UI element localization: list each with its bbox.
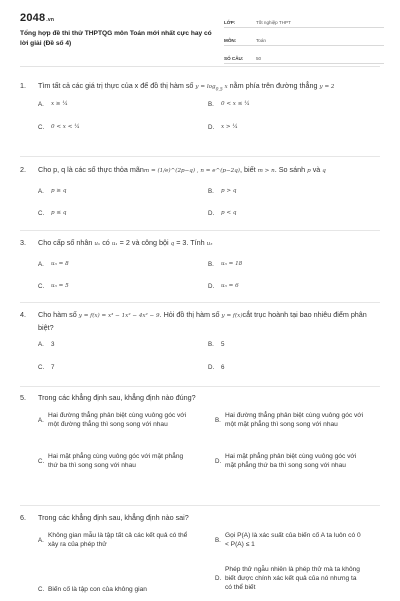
option-letter: D. <box>208 283 215 290</box>
options <box>20 187 380 227</box>
option-d[interactable] <box>208 363 224 372</box>
meta-label: SỐ CÂU: <box>224 56 244 61</box>
option-letter: C. <box>38 283 45 290</box>
option-letter: D. <box>215 575 222 582</box>
header-divider <box>20 66 380 67</box>
question-stem <box>20 512 380 523</box>
option-text: Phép thử ngẫu nhiên là phép thử mà ta không biết được chính xác kết quả của nó nhưng ta có thể biết <box>225 566 360 591</box>
option-letter: B. <box>215 416 221 424</box>
option-text: x ≥ ¼ <box>51 101 68 108</box>
option-text: Hai đường thẳng phân biệt cùng vuông góc với một mặt phẳng thì song song với nhau <box>225 412 364 428</box>
math-expr: u₃ <box>206 241 213 247</box>
stem-text: cắt trục hoành tại bao nhiêu điểm phân biệt? <box>38 310 367 332</box>
option-c[interactable] <box>38 452 188 470</box>
question-divider <box>20 156 380 157</box>
meta-row-class <box>224 12 384 28</box>
option-text: p < q <box>221 210 237 216</box>
brand-logo[interactable] <box>20 12 54 24</box>
option-letter: B. <box>215 536 221 544</box>
option-d[interactable] <box>208 123 238 132</box>
option-letter: D. <box>208 210 215 217</box>
question-stem <box>20 392 380 403</box>
option-b[interactable] <box>208 340 224 349</box>
option-letter: B. <box>208 188 214 195</box>
option-text: p ≤ q <box>51 210 67 216</box>
question-text: Trong các khẳng định sau, khẳng định nào đúng? <box>38 393 196 402</box>
option-a[interactable] <box>38 411 188 429</box>
option-c[interactable] <box>38 209 66 218</box>
option-text: u₃ = 5 <box>51 283 69 289</box>
option-text: p ≥ q <box>51 188 67 194</box>
option-letter: B. <box>208 261 214 268</box>
brand-suffix: .vn <box>46 17 55 23</box>
option-c[interactable] <box>38 585 188 594</box>
math-expr: m > n <box>257 168 275 174</box>
meta-panel <box>224 12 384 66</box>
option-text: p > q <box>221 188 237 194</box>
option-letter: A. <box>38 536 44 544</box>
math-sub: 0,5 <box>215 87 223 93</box>
option-letter: D. <box>208 364 215 371</box>
question-divider <box>20 230 380 231</box>
stem-text: và <box>310 165 323 174</box>
question-5 <box>20 392 380 491</box>
option-text: Không gian mẫu là tập tất cả các kết quả có thể xảy ra của phép thử <box>48 532 188 548</box>
meta-row-count <box>224 48 384 64</box>
question-stem <box>20 80 380 95</box>
math-expr: q <box>322 168 326 174</box>
question-number: 2. <box>20 165 26 174</box>
question-divider <box>20 302 380 303</box>
option-b[interactable] <box>208 187 236 196</box>
option-b[interactable] <box>208 100 250 109</box>
question-number: 1. <box>20 81 26 90</box>
stem-text: Cho p, q là các số thực thỏa mãn <box>38 165 144 174</box>
options <box>20 260 380 300</box>
question-text <box>38 237 380 250</box>
math-expr: x <box>222 84 228 90</box>
option-text: 0 < x < ¼ <box>51 124 80 131</box>
question-divider <box>20 386 380 387</box>
stem-text: nằm phía trên đường thẳng <box>227 81 320 90</box>
option-b[interactable] <box>215 411 365 429</box>
option-d[interactable] <box>208 209 236 218</box>
question-stem <box>20 164 380 177</box>
option-letter: A. <box>38 341 44 348</box>
question-2 <box>20 164 380 227</box>
option-letter: C. <box>38 457 45 465</box>
options <box>20 340 380 380</box>
question-text: Trong các khẳng định sau, khẳng định nào sai? <box>38 513 189 522</box>
option-letter: C. <box>38 586 45 593</box>
brand-name: 2048 <box>20 12 46 24</box>
option-text: 3 <box>51 341 55 348</box>
math-expr: y = 2 <box>319 84 335 90</box>
math-expr: y = f(x) <box>221 313 243 319</box>
stem-text: , biết <box>239 165 258 174</box>
meta-label: MÔN: <box>224 38 237 43</box>
option-letter: C. <box>38 364 45 371</box>
math-expr: q <box>170 241 175 247</box>
option-a[interactable] <box>38 100 68 109</box>
option-text: 5 <box>221 341 225 348</box>
question-number: 6. <box>20 513 26 522</box>
math-expr: m = (1/e)^(2p−q) , n = e^(p−2q) <box>143 168 240 174</box>
option-b[interactable] <box>208 260 242 269</box>
option-text: Biến cố là tập con của không gian <box>48 586 147 593</box>
stem-text: = 2 và công bội <box>117 238 171 247</box>
option-c[interactable] <box>38 363 54 372</box>
option-text: Hai mặt phẳng cùng vuông góc với mặt phẳng thứ ba thì song song với nhau <box>48 453 184 469</box>
question-6 <box>20 512 380 601</box>
question-4 <box>20 309 380 380</box>
math-expr: uₙ <box>94 241 101 247</box>
option-a[interactable] <box>38 260 69 269</box>
option-text: u₃ = 18 <box>221 261 243 267</box>
stem-text: . Hỏi đồ thị hàm số <box>159 310 222 319</box>
question-number: 5. <box>20 393 26 402</box>
math-expr: y = f(x) = x³ − 1x² − 4x² − 9 <box>78 313 160 319</box>
question-3 <box>20 237 380 300</box>
option-letter: C. <box>38 124 45 132</box>
option-letter: D. <box>208 124 215 132</box>
stem-text: Tìm tất cả các giá trị thực của x để đồ thị hàm số <box>38 81 196 90</box>
question-divider <box>20 505 380 506</box>
option-text: 6 <box>221 364 225 371</box>
option-letter: A. <box>38 101 44 109</box>
question-number: 4. <box>20 310 26 319</box>
option-text: 0 < x ≤ ¼ <box>221 101 250 108</box>
question-text <box>38 80 380 95</box>
option-c[interactable] <box>38 282 69 291</box>
question-1 <box>20 80 380 140</box>
option-c[interactable] <box>38 123 80 132</box>
meta-label: LỚP: <box>224 20 236 25</box>
stem-text: . So sánh <box>274 165 308 174</box>
option-a[interactable] <box>38 340 54 349</box>
meta-value: Tốt nghiệp THPT <box>256 20 291 25</box>
meta-value: Toán <box>256 38 266 43</box>
page-title: Tổng hợp đề thi thử THPTQG môn Toán mới nhất cực hay có lời giải (Đề số 4) <box>20 30 212 47</box>
option-letter: B. <box>208 101 214 109</box>
option-letter: A. <box>38 416 44 424</box>
option-letter: C. <box>38 210 45 217</box>
option-b[interactable] <box>215 531 365 549</box>
options <box>20 531 380 601</box>
option-text: x > ¼ <box>221 124 238 131</box>
meta-row-subject <box>224 30 384 46</box>
option-d[interactable] <box>215 452 365 470</box>
option-d[interactable] <box>215 565 365 592</box>
stem-text: = 3. Tính <box>174 238 207 247</box>
option-text: u₃ = 8 <box>51 261 69 267</box>
options <box>20 411 380 491</box>
meta-value: 50 <box>256 56 262 61</box>
option-text: Gọi P(A) là xác suất của biến cố A ta luôn có 0 < P(A) ≤ 1 <box>225 532 361 548</box>
option-a[interactable] <box>38 531 188 549</box>
option-text: Hai mặt phẳng phân biệt cùng vuông góc với mặt phẳng thứ ba thì song song với nhau <box>225 453 357 469</box>
stem-text: có <box>100 238 112 247</box>
option-d[interactable] <box>208 282 239 291</box>
option-a[interactable] <box>38 187 66 196</box>
option-letter: A. <box>38 188 44 195</box>
question-text <box>38 309 380 333</box>
stem-text: Cho hàm số <box>38 310 79 319</box>
math-expr: u₁ <box>111 241 118 247</box>
question-stem <box>20 237 380 250</box>
option-letter: B. <box>208 341 214 348</box>
question-text <box>38 164 380 177</box>
stem-text: Cho cấp số nhân <box>38 238 95 247</box>
question-stem <box>20 309 380 333</box>
option-text: u₃ = 6 <box>221 283 239 289</box>
option-text: Hai đường thẳng phân biệt cùng vuông góc với một đường thẳng thì song song với nhau <box>48 412 187 428</box>
math-expr: y = log <box>195 84 216 90</box>
option-letter: D. <box>215 457 222 465</box>
math-expr: p <box>307 168 311 174</box>
options <box>20 100 380 140</box>
option-text: 7 <box>51 364 55 371</box>
option-letter: A. <box>38 261 44 268</box>
question-number: 3. <box>20 238 26 247</box>
